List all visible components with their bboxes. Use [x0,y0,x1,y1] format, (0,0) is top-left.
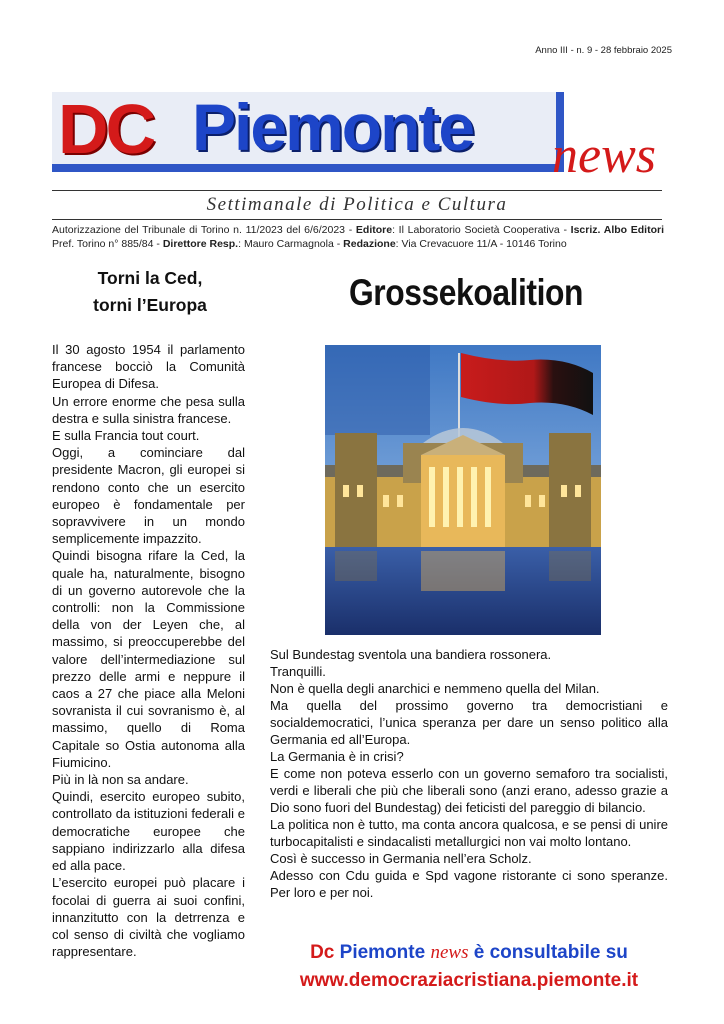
paragraph: Ma quella del prossimo governo tra democristiani e socialdemocratici, l’unica speranza per dare un senso politico alla Germania ed all’Europa. [270,698,668,747]
paragraph: E sulla Francia tout court. [52,428,200,444]
left-article-title: Torni la Ced, torni l’Europa [93,268,207,315]
paragraph: Quindi, esercito europeo subito, controllato da istituzioni federali e democratiche europee che sappiano indirizzarlo alla difesa ed alla pace. [52,789,245,874]
logo-piemonte: Piemonte [192,90,474,164]
paragraph: Un errore enorme che pesa sulla destra e sulla sinistra francese. [52,393,245,426]
paragraph: Più in là non sa andare. [52,772,189,788]
logo-dc: DC [58,90,154,168]
paragraph: La politica non è tutto, ma conta ancora qualcosa, e se pensi di unire turbocapitalisti e sindacalisti metallurgici non vai molto lontano. [270,817,668,849]
paragraph: Il 30 agosto 1954 il parlamento francese bocciò la Comunità Europea di Difesa. [52,342,245,392]
subtitle-rule-top [52,190,662,191]
paragraph: Sul Bundestag sventola una bandiera rossonera. [270,647,552,662]
main-article-title: Grossekoalition [348,272,584,313]
paragraph: L’esercito europei può placare i focolai di guerra ai suoi confini, innanzitutto con la detrrenza e col senso di civiltà che vogliamo rappresentare. [52,875,245,960]
paragraph: E come non poteva esserlo con un governo semaforo tra socialisti, verdi e liberali che più che liberali sono (anzi erano, adesso grazie a Dio sono fuori del Bundestag) dei feticisti del pareggio di bilancio. [270,766,668,815]
promo-line: Dc Piemonte news è consultabile su [310,942,628,963]
paragraph: Non è quella degli anarchici e nemmeno quella del Milan. [270,681,600,696]
paragraph: Quindi bisogna rifare la Ced, la quale ha, naturalmente, bisogno di un governo autorevole che la controlli: non la Commissione della von der Leyen che, al massimo, si preoccuperebbe del valore dell’intermediazione sul prezzo delle armi e neppure il caos a 27 che piace alla Meloni sovranista il cui sovranismo è, al massimo, quello di Roma Capitale so Ostia autonoma alla Fiumicino. [52,548,245,770]
logo-news: news [552,127,656,184]
paragraph: Oggi, a cominciare dal presidente Macron, gli europei si rendono conto che un esercito europeo è fondamentale per sopravvivere in un mondo semplicemente impazzito. [52,445,245,547]
masthead [52,92,672,187]
paragraph: Così è successo in Germania nell’era Scholz. [270,851,532,866]
paragraph: La Germania è in crisi? [270,749,404,764]
main-article-body [270,646,668,901]
subtitle-rule-bottom [52,219,662,220]
logo-banner [52,92,564,172]
left-article-body [52,341,245,960]
issue-info: Anno III - n. 9 - 28 febbraio 2025 [535,45,672,56]
imprint: Autorizzazione del Tribunale di Torino n. 11/2023 del 6/6/2023 - Editore: Il Laboratorio Società Cooperativa - Iscriz. Albo Editori Pref. Torino n° 885/84 - Direttore Resp.: Mauro Carmagnola - Redazione: Via Crevacuore 11/A - 10146 Torino [52,224,665,250]
masthead-subtitle: Settimanale di Politica e Cultura [206,194,508,215]
bundestag-photo [325,345,601,635]
paragraph: Tranquilli. [270,664,326,679]
website-link[interactable]: www.democraziacristiana.piemonte.it [299,970,639,991]
paragraph: Adesso con Cdu guida e Spd vagone ristorante ci sono speranze. Per loro e per noi. [270,868,668,900]
